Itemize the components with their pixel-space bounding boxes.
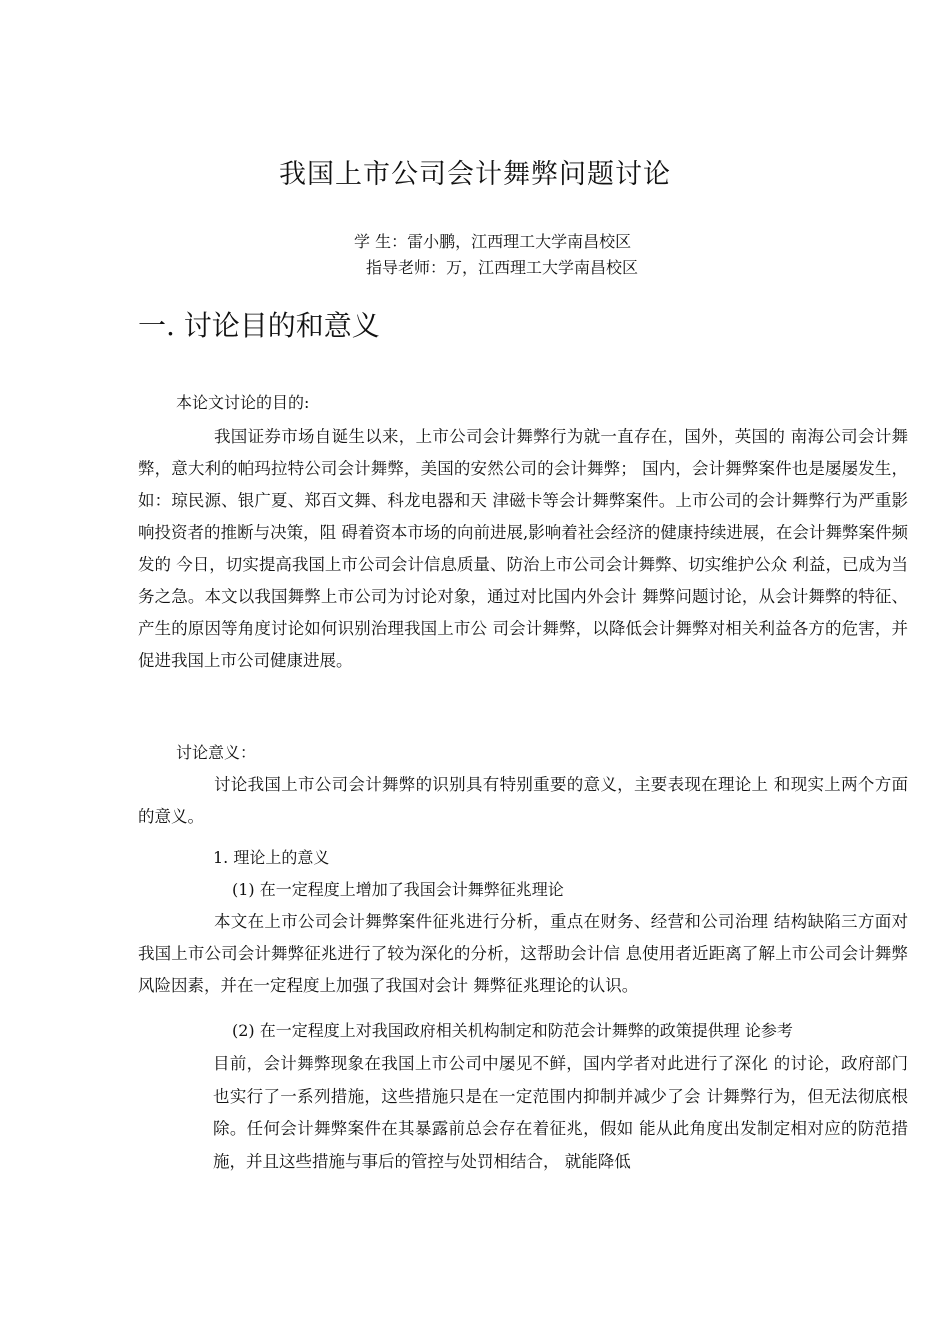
sub-item-2-paragraph: 目前，会计舞弊现象在我国上市公司中屡见不鲜，国内学者对此进行了深化 的讨论，政府部门也实行了一系列措施，这些措施只是在一定范围内抑制并减少了会 计舞弊行为，但无法彻底根除。任何会计舞弊案件在其暴露前总会存在着征兆，假如 能从此角度出发制定相对应的防范措施，并且这些措施与事后的管控与处罚相结合， 就能降低 — [213, 1054, 908, 1171]
sub-item-1-paragraph: 本文在上市公司会计舞弊案件征兆进行分析，重点在财务、经营和公司治理 结构缺陷三方面对我国上市公司会计舞弊征兆进行了较为深化的分析，这帮助会计信 息使用者近距离了解上市公司会计舞弊风险因素，并在一定程度上加强了我国对会计 舞弊征兆理论的认识。 — [138, 912, 908, 995]
purpose-paragraph: 我国证券市场自诞生以来，上市公司会计舞弊行为就一直存在，国外，英国的 南海公司会计舞弊，意大利的帕玛拉特公司会计舞弊，美国的安然公司的会计舞弊； 国内，会计舞弊案件也是屡屡发生，如：琼民源、银广夏、郑百文舞、科龙电器和天 津磁卡等会计舞弊案件。上市公司的会计舞弊行为严重影响投资者的推断与决策，阻 碍着资本市场的向前进展,影响着社会经济的健康持续进展，在会计舞弊案件频发的 今日，切实提高我国上市公司会计信息质量、防治上市公司会计舞弊、切实维护公众 利益，已成为当务之急。本文以我国舞弊上市公司为讨论对象，通过对比国内外会计 舞弊问题讨论，从会计舞弊的特征、产生的原因等角度讨论如何识别治理我国上市公 司会计舞弊，以降低会计舞弊对相关利益各方的危害，并促进我国上市公司健康进展。 — [138, 427, 908, 670]
document-title: 我国上市公司会计舞弊问题讨论 — [279, 159, 671, 190]
significance-paragraph: 讨论我国上市公司会计舞弊的识别具有特别重要的意义，主要表现在理论上 和现实上两个方面的意义。 — [138, 775, 908, 826]
advisor-line: 指导老师：万，江西理工大学南昌校区 — [366, 258, 639, 277]
sub-item-1: (1) 在一定程度上增加了我国会计舞弊征兆理论 — [232, 880, 564, 899]
significance-label: 讨论意义： — [176, 743, 257, 762]
section-heading: 一. 讨论目的和意义 — [138, 309, 380, 342]
student-line: 学 生：雷小鹏，江西理工大学南昌校区 — [354, 232, 632, 251]
purpose-label: 本论文讨论的目的: — [176, 393, 310, 412]
sub-item-2: (2) 在一定程度上对我国政府相关机构制定和防范会计舞弊的政策提供理 论参考 — [232, 1021, 793, 1040]
list-item-theory: 1. 理论上的意义 — [213, 848, 330, 867]
